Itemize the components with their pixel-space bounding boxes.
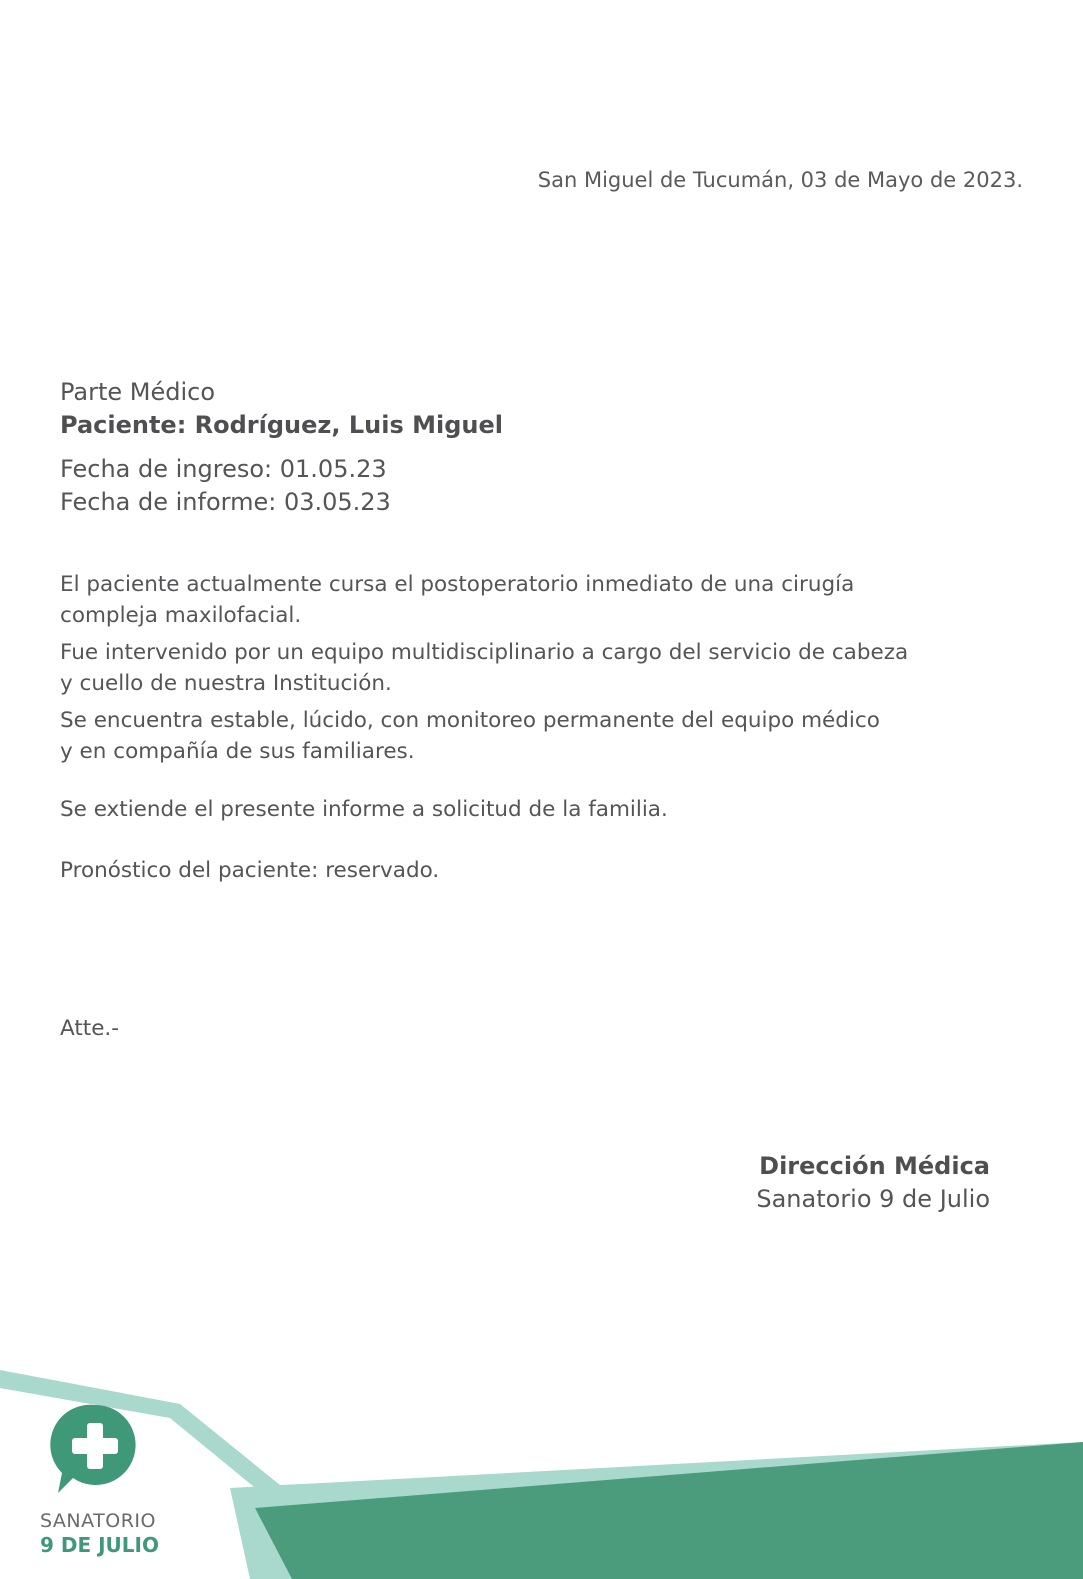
paragraph-line: Se encuentra estable, lúcido, con monitoreo permanente del equipo médico (60, 708, 880, 733)
patient-name: Paciente: Rodríguez, Luis Miguel (60, 411, 503, 439)
paragraph-line: y cuello de nuestra Institución. (60, 671, 392, 696)
report-issue-date: Fecha de informe: 03.05.23 (60, 488, 391, 516)
footer-dark-band (255, 1442, 1083, 1579)
paragraph-surgery (60, 569, 980, 631)
report-header (60, 376, 503, 442)
logo-text-9-de-julio: 9 DE JULIO (40, 1533, 159, 1557)
signature-title: Dirección Médica (759, 1152, 990, 1180)
report-date-line: San Miguel de Tucumán, 03 de Mayo de 2023. (537, 168, 1023, 192)
paragraph-line: compleja maxilofacial. (60, 603, 302, 628)
signature-block (756, 1150, 990, 1216)
logo-text-sanatorio: SANATORIO (40, 1510, 156, 1532)
closing-salutation: Atte.- (60, 1016, 120, 1041)
paragraph-team (60, 637, 980, 699)
paragraph-status (60, 705, 980, 767)
paragraph-prognosis: Pronóstico del paciente: reservado. (60, 858, 440, 883)
admission-date: Fecha de ingreso: 01.05.23 (60, 455, 387, 483)
cross-speech-bubble-icon (38, 1403, 158, 1503)
paragraph-line: y en compañía de sus familiares. (60, 739, 415, 764)
footer-wave-graphic (0, 1360, 1083, 1579)
report-dates (60, 453, 391, 519)
signature-organization: Sanatorio 9 de Julio (756, 1185, 990, 1213)
report-title: Parte Médico (60, 378, 216, 406)
paragraph-line: Fue intervenido por un equipo multidisciplinario a cargo del servicio de cabeza (60, 640, 909, 665)
paragraph-line: El paciente actualmente cursa el postoperatorio inmediato de una cirugía (60, 572, 855, 597)
paragraph-request: Se extiende el presente informe a solicitud de la familia. (60, 797, 668, 822)
